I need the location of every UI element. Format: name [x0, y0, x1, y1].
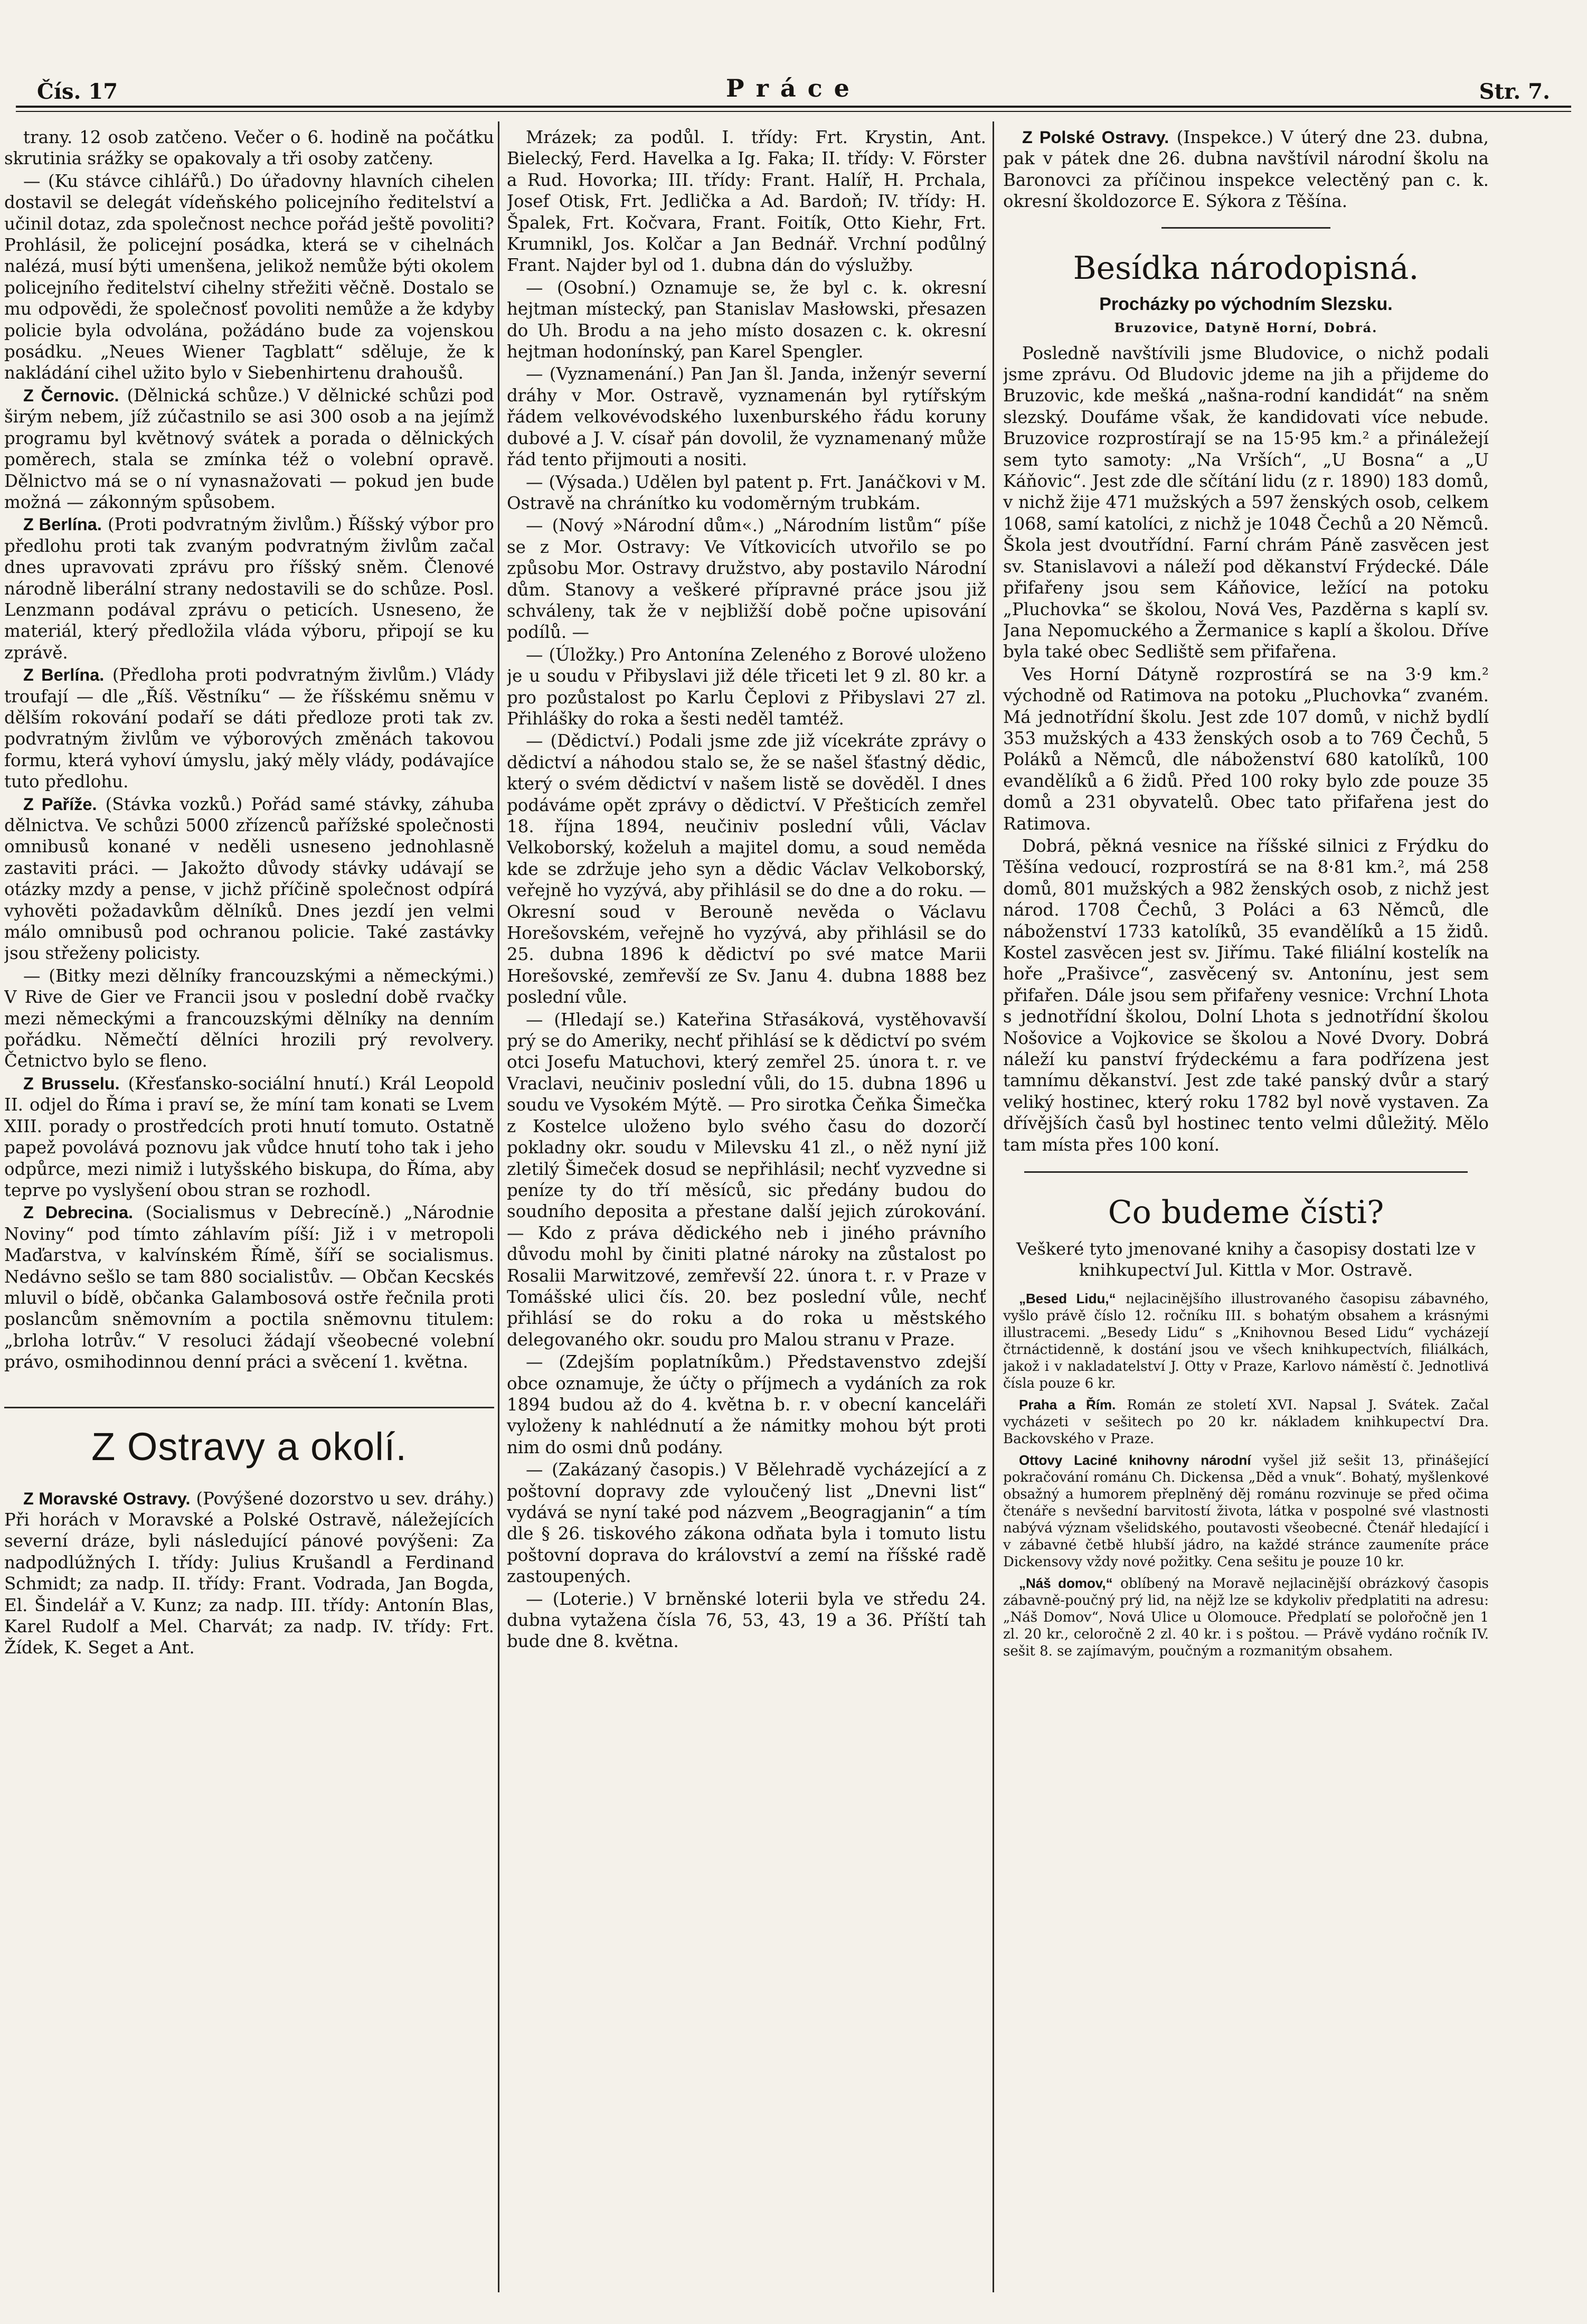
- besidka-heading: Besídka národopisná.: [1073, 249, 1419, 287]
- book-title: Ottovy Laciné knihovny národní: [1019, 1452, 1251, 1469]
- header-rule-thin: [16, 111, 1571, 112]
- news-paragraph: [507, 472, 986, 514]
- article-paragraph: [1003, 343, 1489, 663]
- newspaper-title: Práce: [726, 74, 861, 102]
- column-3: [1003, 127, 1489, 2287]
- paragraph-lead: Z Paříže.: [23, 794, 97, 814]
- book-text: Román ze století XVI. Napsal J. Svátek. Začal vycházeti v sešitech po 20 kr. nákladem knihkupectví Dra. Backovského v Praze.: [1003, 1397, 1489, 1447]
- news-paragraph: [507, 1459, 986, 1587]
- news-paragraph: [1003, 127, 1489, 212]
- news-paragraph: [507, 515, 986, 643]
- book-text: nejlacinějšího illustrovaného časopisu zábavného, vyšlo právě číslo 12. ročníku III. s bohatým obsahem a krásnými illustracemi. „Besedy Lidu“ s „Knihovnou Besed Lidu“ vycházejí čtrnáctidenně, k dostání jsou ve všech knihkupectvích, filiálkách, jakož i v nakladatelství J. Otty v Praze, Karlovo náměstí č. Jednotlivá čísla pouze 6 kr.: [1003, 1291, 1489, 1392]
- paragraph-lead: Z Černovic.: [23, 385, 119, 405]
- paragraph-text: — (Zakázaný časopis.) V Bělehradě vycházející a z poštovní dopravy zde vyloučený list „Dnevni list“ vydává se nyní také pod názvem „Beogragjanin“ a tím dle § 26. tiskového zákona odňata byla i tomuto listu poštovní doprava do království a zemí na říšské radě zastoupených.: [507, 1460, 986, 1587]
- paragraph-lead: Z Berlína.: [23, 515, 102, 534]
- paragraph-text: — (Úložky.) Pro Antonína Zeleného z Borové uloženo je u soudu v Přibyslavi již déle třiceti let 9 zl. 80 kr. a pro pozůstalost po Karlu Čeplovi z Přibyslavi 27 zl. Přihlášky do roka a šesti neděl tamtéž.: [507, 644, 986, 729]
- news-paragraph: [507, 730, 986, 1008]
- news-paragraph: [507, 1351, 986, 1458]
- paragraph-text: (Dělnická schůze.) V dělnické schůzi pod širým nebem, jíž zúčastnilo se asi 300 osob a na jejímž programu byl květnový svátek a porada o dělnických poměrech, stala se zmínka též o volební opravě. Dělnictvo má se o ní vynasnažovati — pokud jen bude možná — zákonným spůsobem.: [4, 385, 494, 512]
- column-1: [4, 127, 494, 2287]
- paragraph-text: — (Vyznamenání.) Pan Jan šl. Janda, inženýr severní dráhy v Mor. Ostravě, vyznamenán byl rytířským řádem velkovévodského luxenburského řádu koruny dubové a J. V. císař pán dovolil, že vyznamenaný může řád tento přijmouti a nositi.: [507, 364, 986, 470]
- page-number: Str. 7.: [1479, 79, 1550, 104]
- paragraph-text: trany. 12 osob zatčeno. Večer o 6. hodině na počátku skrutinia srážky se opakovaly a tři osoby zatčeny.: [4, 127, 494, 169]
- paragraph-text: — (Výsada.) Udělen byl patent p. Frt. Janáčkovi v M. Ostravě na chránítko ku vodoměrným trubkám.: [507, 472, 986, 513]
- book-item: [1003, 1290, 1489, 1392]
- book-title: „Besed Lidu,“: [1019, 1291, 1116, 1307]
- besidka-subheading: Procházky po východním Slezsku.: [1099, 294, 1393, 314]
- paragraph-text: (Předloha proti podvratným živlům.) Vlády troufají — dle „Říš. Věstníku“ — že říšskému sněmu v dělším rokování podaří se dáti předloze proti tak zv. podvratným živlům ve výborových změnách takovou formu, která vyhoví úmyslu, jaký měly vlády, podávajíce tuto předlohu.: [4, 665, 494, 792]
- article-paragraph: [1003, 664, 1489, 834]
- news-paragraph: [507, 644, 986, 730]
- paragraph-lead: Z Polské Ostravy.: [1022, 128, 1169, 147]
- article-paragraph: [1003, 835, 1489, 1155]
- paragraph-lead: Z Berlína.: [23, 665, 105, 685]
- column-2: [507, 127, 986, 2287]
- section-separator: [1024, 1171, 1468, 1173]
- paragraph-text: — (Hledají se.) Kateřina Střasáková, vystěhovavší prý se do Ameriky, nechť přihlásí se k dědictví po svém otci Josefu Matuchovi, který zemřel 25. února t. r. ve Vraclavi, neučiniv poslední vůli, do 15. dubna 1896 u soudu ve Vysokém Mýtě. — Pro sirotka Čeňka Šimečka z Kostelce uloženo bylo svého času do dozorčí pokladny okr. soudu v Milevsku 41 zl., o něž nyní již zletilý Šimeček dosud se nepřihlásil; nechť vyzvedne si peníze ty do tří měsíců, sic předány budou do soudního deposita a přestane další jejich zúrokování. — Kdo z práva dědického neb i jiného právního důvodu mohl by činiti platné nároky na zůstalost po Rosalii Marwitzové, zemřevší 22. února t. r. v Praze v Tomášské ulici čís. 20. bez poslední vůle, nechť přihlásí se do roku a do roka u městského delegovaného okr. soudu pro Malou stranu v Praze.: [507, 1009, 986, 1350]
- page-header: [37, 74, 1550, 116]
- besidka-byline: Bruzovice, Datyně Horní, Dobrá.: [1114, 319, 1378, 335]
- books-intro: Veškeré tyto jmenované knihy a časopisy dostati lze v knihkupectví Jul. Kittla v Mor. Ostravě.: [1016, 1239, 1476, 1281]
- book-item: [1003, 1452, 1489, 1570]
- news-paragraph: [4, 965, 494, 1072]
- news-list: [4, 127, 494, 1373]
- paragraph-lead: Z Debrecina.: [23, 1203, 134, 1222]
- news-paragraph: [4, 664, 494, 792]
- paragraph-text: (Křesťansko-sociální hnutí.) Král Leopold II. odjel do Říma i praví se, že míní tam konati se Lvem XIII. porady o prostředcích proti hnutí tomuto. Ostatně papež povolává poznovu jak vůdce hnutí toho tak i jeho odpůrce, mezi nimiž i lutyšského biskupa, do Říma, aby teprve po vyslyšení obou stran se rozhodl.: [4, 1073, 494, 1200]
- news-paragraph: [4, 1488, 494, 1659]
- news-paragraph: [507, 127, 986, 276]
- paragraph-text: Mrázek; za podůl. I. třídy: Frt. Krystin, Ant. Bielecký, Ferd. Havelka a Ig. Faka; II. třídy: V. Förster a Rud. Hovorka; III. třídy: Frant. Halíř, H. Prchala, Josef Otisk, Frt. Jedlička a Ad. Bardoň; IV. třídy: H. Špalek, Frt. Kočvara, Frant. Foitík, Otto Kiehr, Frt. Krumnikl, Jos. Kolčar a Jan Bednář. Vrchní podůlný Frant. Najder byl od 1. dubna dán do výslužby.: [507, 127, 986, 276]
- news-paragraph: [4, 127, 494, 170]
- news-paragraph: [507, 363, 986, 470]
- paragraph-text: Ves Horní Dátyně rozprostírá se na 3·9 km.² východně od Ratimova na potoku „Pluchovka“ zvaném. Má jednotřídní školu. Jest zde 107 domů, v nichž bydlí 353 mužských a 433 ženských osob a to 769 Čechů, 5 Poláků a Němců, dle náboženství 680 katolíků, 100 evandělíků a 6 židů. Před 100 roky bylo zde pouze 35 domů a 231 obyvatelů. Obec tato přifařena jest do Ratimova.: [1003, 664, 1489, 834]
- issue-number: Čís. 17: [37, 79, 118, 104]
- books-heading: Co budeme čísti?: [1108, 1194, 1384, 1231]
- book-text: oblíbený na Moravě nejlacinější obrázkový časopis zábavně-poučný prý lid, na nějž lze se kdykoliv předplatiti na adresu: „Náš Domov“, Nová Ulice u Olomouce. Předplatí se polořočně jen 1 zl. 20 kr., celoročně 2 zl. 40 kr. i s poštou. — Právě vydáno ročník IV. sešit 8. se zajímavým, poučným a rozmanitým obsahem.: [1003, 1576, 1489, 1660]
- book-item: [1003, 1575, 1489, 1660]
- paragraph-text: (Inspekce.) V úterý dne 23. dubna, pak v pátek dne 26. dubna navštívil národní školu na Baronovci za příčinou inspekce velectěný pan c. k. okresní školdozorce E. Sýkora z Těšína.: [1003, 127, 1489, 212]
- paragraph-lead: Z Brusselu.: [23, 1074, 120, 1093]
- paragraph-text: — (Zdejším poplatníkům.) Představenstvo zdejší obce oznamuje, že účty o příjmech a vydáních za rok 1894 budou až do 4. května b. r. v obecní kanceláři vyloženy k nahlédnutí a že námitky mohou být proti nim do osmi dnů podány.: [507, 1352, 986, 1457]
- column-divider: [498, 121, 499, 2292]
- news-paragraph: [4, 514, 494, 663]
- section-separator: [1161, 227, 1330, 229]
- news-paragraph: [4, 1202, 494, 1372]
- paragraph-text: — (Dědictví.) Podali jsme zde již vícekráte zprávy o dědictví a náhodou stalo se, že se našel šťastný dědic, který o svém dědictví v našem listě se dověděl. I dnes podáváme opět zprávy o dědictví. V Přešticích zemřel 18. října 1894, neučiniv poslední vůli, Václav Velkoborský, koželuh a majitel domu, a soud neměda kde se zdržuje jeho syn a dědic Václav Velkoborský, veřejně ho vyzývá, aby přihlásil se do dne a do roku. — Okresní soud v Berouně nevěda o Václavu Horešovském, veřejně ho vyzývá, aby přihlásil se do 25. dubna 1896 k dědictví po své matce Marii Horešovské, zemřevší ze Sv. Janu 4. dubna 1888 bez poslední vůle.: [507, 731, 986, 1008]
- news-paragraph: [507, 1588, 986, 1652]
- column-divider: [993, 121, 994, 2292]
- paragraph-text: — (Bitky mezi dělníky francouzskými a německými.) V Rive de Gier ve Francii jsou v poslední době rvačky mezi německými a francouzskými dělníky na denním pořádku. Němečtí dělníci hrozili prý revolvery. Četnictvo bylo se fleno.: [4, 965, 494, 1071]
- paragraph-text: Dobrá, pěkná vesnice na říšské silnici z Frýdku do Těšína vedoucí, rozprostírá se na 8·81 km.², má 258 domů, 801 mužských a 982 ženských osob, z nichž jest národ. 1708 Čechů, 3 Poláci a 63 Němců, dle náboženství 1733 katolíků, 35 evandělíků a 15 židů. Kostel zasvěcen jest sv. Jiřímu. Také filiální kostelík na hoře „Prašivce“, zasvěcený sv. Antonínu, jest sem přifařen. Dále jsou sem přifařeny vesnice: Vrchní Lhota s jednotřídní školou, Dolní Lhota s jednotřídní školou Nošovice a Vojkovice se školou a Nové Dvory. Dobrá náleží ku panství frýdeckému a fara podřízena jest tamnímu děkanství. Jest zde také panský dvůr a starý veliký hostinec, který roku 1782 byl nově vystaven. Za dřívějších časů byl hostinec tento velmi důležitý. Mělo tam místa přes 100 koní.: [1003, 835, 1489, 1155]
- paragraph-text: (Proti podvratným živlům.) Říšský výbor pro předlohu proti tak zvaným podvratným živlům začal dnes upravovati zprávu pro říšský sněm. Členové národně liberální strany nedostavili se do schůze. Posl. Lenzmann podával zprávu o peticích. Usneseno, že materiál, který předložila vláda výboru, připojí se ku zprávě.: [4, 514, 494, 663]
- book-title: „Náš domov,“: [1019, 1575, 1113, 1592]
- news-paragraph: [4, 1073, 494, 1201]
- news-paragraph: [4, 794, 494, 964]
- paragraph-text: (Stávka vozků.) Pořád samé stávky, záhuba dělnictva. Ve schůzi 5000 zřízenců pařížské společnosti omnibusů konané v neděli usneseno jednohlasně zastaviti práci. — Jakožto důvody stávky udávají se otázky mzdy a pense, v jichž příčině společnost odpírá vyhověti požadavkům dělníků. Dnes jezdí jen velmi málo omnibusů pod ochranou policie. Také zastávky jsou střeženy policisty.: [4, 794, 494, 964]
- paragraph-text: — (Ku stávce cihlářů.) Do úřadovny hlavních cihelen dostavil se delegát vídeňského policejního ředitelství a učinil dotaz, zda společnost nechce pořád ještě povoliti? Prohlásil, že policejní posádka, která se v cihelnách nalézá, musí býti umenšena, jelikož nemůže býti okolem policejního ředitelství cihelny střežiti věčně. Dostalo se mu odpovědi, že společnosť povoliti nemůže a že kdyby policie byla odvolána, požádáno bude za vojenskou posádku. „Neues Wiener Tagblatt“ sděluje, že k nakládání cihel užito bylo v Siebenhirtenu drahoušů.: [4, 171, 494, 383]
- news-paragraph: [507, 277, 986, 363]
- news-paragraph: [507, 1009, 986, 1351]
- paragraph-text: — (Nový »Národní dům«.) „Národním listům“ píše se z Mor. Ostravy: Ve Vítkovicích utvořilo se po způsobu Mor. Ostravy družstvo, aby postavilo Národní dům. Stanovy a veškeré přípravné práce jsou již schváleny, tak že v nejbližší době počne upisování podílů. —: [507, 515, 986, 643]
- polska-ostrava-news: [1003, 127, 1489, 212]
- section-heading: Z Ostravy a okolí.: [4, 1407, 494, 1469]
- paragraph-lead: Z Moravské Ostravy.: [23, 1489, 191, 1508]
- news-paragraph: [4, 171, 494, 384]
- paragraph-text: (Socialismus v Debrecíně.) „Národnie Noviny“ pod tímto záhlavím píší: Již i v metropoli Maďarstva, v kalvínském Římě, šíří se socialismus. Nedávno sešlo se tam 880 socialistův. — Občan Kecskés mluvil o bídě, občanka Galambosová ostře řečnila proti poslancům sněmovním a poctila sněmovnu titulem: „brloha lotrův.“ V resoluci žádají všeobecné volební právo, osmihodinnou denní práci a svěcení 1. května.: [4, 1202, 494, 1372]
- book-item: [1003, 1396, 1489, 1447]
- paragraph-text: — (Loterie.) V brněnské loterii byla ve středu 24. dubna vytažena čísla 76, 53, 43, 19 a 36. Příští tah bude dne 8. května.: [507, 1588, 986, 1652]
- paragraph-text: Posledně navštívili jsme Bludovice, o nichž podali jsme zprávu. Od Bludovic jdeme na jih a přijdeme do Bruzovic, kde mešká „našna-rodní kandidát“ na sněm slezský. Doufáme však, že kandidovati více nebude. Bruzovice rozprostírají se na 15·95 km.² a přináležejí sem tyto samoty: „Na Vrších“, „U Bosna“ a „U Káňovic“. Jest zde dle sčítání lidu (z r. 1890) 183 domů, v nichž žije 471 mužských a 597 ženských osob, celkem 1068, samí katolíci, z nichž je 1048 Čechů a 20 Němců. Škola jest dvoutřídní. Farní chrám Páně zasvěcen jest sv. Stanislavovi a náleží pod děkanství Frýdecké. Dále přifařeny jsou sem Káňovice, ležící na potoku „Pluchovka“ se školou, Nová Ves, Pazděrna s kaplí sv. Jana Nepomuckého a Žermanice s kaplí a školou. Dříve byla také obec Sedliště sem přifařena.: [1003, 343, 1489, 662]
- news-paragraph: [4, 385, 494, 513]
- header-rule: [16, 106, 1571, 108]
- book-text: vyšel již sešit 13, přinášející pokračování románu Ch. Dickensa „Děd a vnuk“. Bohatý, myšlenkové obsažný a humorem přeplněný děj románu rozvinuje se před očima čtenáře s nevšední barvitostí života, látka v pospolné své vlastnosti nabývá význam všelidského, poutavosti všeobecné. Čtenář hledající i v zábavné četbě hlubší jádro, na každé stránce zaumeníte práce Dickensovy vždy nové požitky. Cena sešitu je pouze 10 kr.: [1003, 1453, 1489, 1570]
- book-title: Praha a Řím.: [1019, 1397, 1116, 1413]
- paragraph-text: (Povýšené dozorstvo u sev. dráhy.) Při horách v Moravské a Polské Ostravě, náležejících severní dráze, byli následující pánové povýšeni: Za nadpodlúžných I. třídy: Julius Krušandl a Ferdinand Schmidt; za nadp. II. třídy: Frant. Vodrada, Jan Bogda, El. Šindelář a V. Kunz; za nadp. III. třídy: Antonín Blas, Karel Rudolf a Mel. Charvát; za nadp. IV. třídy: Frt. Žídek, K. Seget a Ant.: [4, 1488, 494, 1658]
- paragraph-text: — (Osobní.) Oznamuje se, že byl c. k. okresní hejtman místecký, pan Stanislav Masłowski, přesazen do Uh. Brodu a na jeho místo dosazen c. k. okresní hejtman hodonínský, pan Karel Spengler.: [507, 277, 986, 362]
